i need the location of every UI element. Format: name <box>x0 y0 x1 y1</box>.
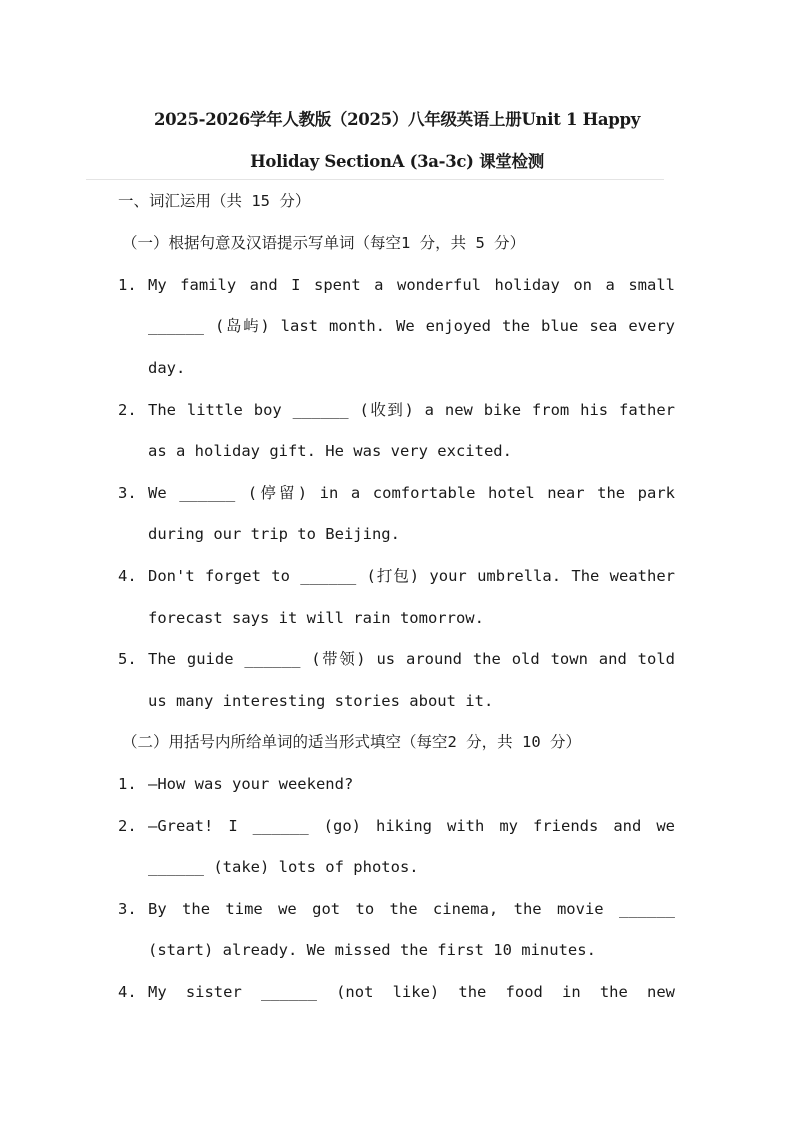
question-number: 3. <box>118 484 137 502</box>
question-text: ______ (岛屿) last month. We enjoyed the blue sea every <box>148 317 675 335</box>
title-divider <box>86 179 664 180</box>
question-text: We ______ (停留) in a comfortable hotel near the park <box>148 484 675 502</box>
question-text: during our trip to Beijing. <box>148 525 400 543</box>
question-text: ______ (take) lots of photos. <box>148 858 419 876</box>
part1-heading: （一）根据句意及汉语提示写单词（每空1 分，共 5 分） <box>122 234 526 252</box>
question-text: My sister ______ (not like) the food in the new <box>148 983 675 1001</box>
question-number: 3. <box>118 900 137 918</box>
title-line-1: 2025-2026学年人教版（2025）八年级英语上册Unit 1 Happy <box>153 110 641 129</box>
question-text: (start) already. We missed the first 10 minutes. <box>148 941 596 959</box>
part2-heading: （二）用括号内所给单词的适当形式填空（每空2 分，共 10 分） <box>122 733 581 751</box>
title-line-2: Holiday SectionA (3a-3c) 课堂检测 <box>250 152 544 171</box>
question-text: The little boy ______ (收到) a new bike from his father <box>148 401 675 419</box>
section-heading: 一、词汇运用（共 15 分） <box>118 192 311 210</box>
question-number: 1. <box>118 276 137 294</box>
question-text: My family and I spent a wonderful holiday on a small <box>148 276 675 294</box>
question-text: Don't forget to ______ (打包) your umbrella. The weather <box>148 567 675 585</box>
question-number: 4. <box>118 983 137 1001</box>
question-text: By the time we got to the cinema, the movie ______ <box>148 900 675 918</box>
question-number: 1. <box>118 775 137 793</box>
question-text: day. <box>148 359 186 377</box>
question-number: 2. <box>118 817 137 835</box>
question-number: 4. <box>118 567 137 585</box>
question-text: forecast says it will rain tomorrow. <box>148 609 484 627</box>
question-text: —How was your weekend? <box>148 775 354 793</box>
question-number: 2. <box>118 401 137 419</box>
question-text: us many interesting stories about it. <box>148 692 494 710</box>
question-text: The guide ______ (带领) us around the old town and told <box>148 650 675 668</box>
question-text: as a holiday gift. He was very excited. <box>148 442 512 460</box>
question-text: —Great! I ______ (go) hiking with my friends and we <box>148 817 675 835</box>
question-number: 5. <box>118 650 137 668</box>
